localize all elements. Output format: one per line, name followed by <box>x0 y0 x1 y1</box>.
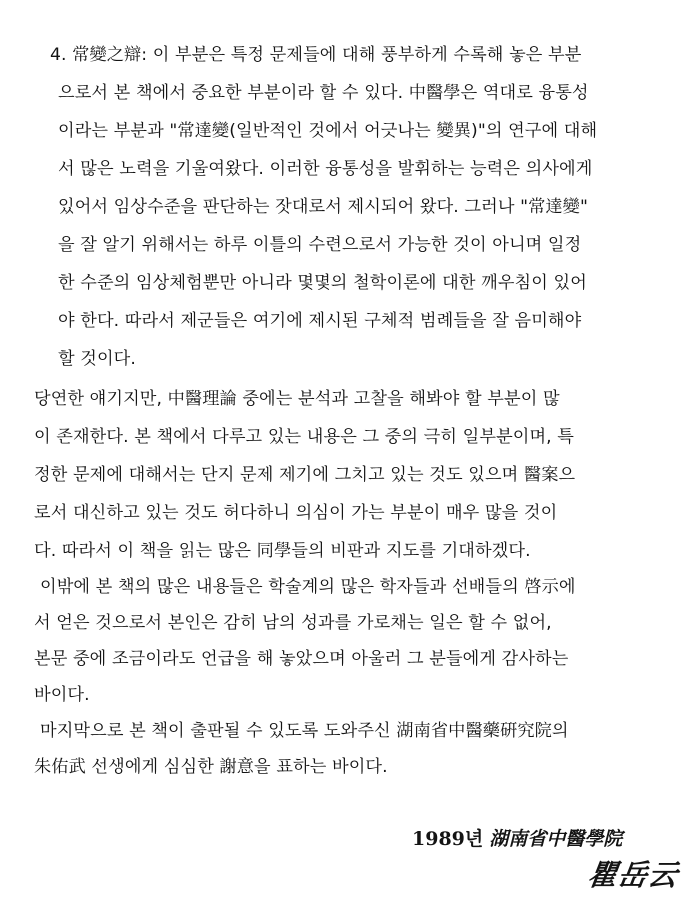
body-line-5: 다. 따라서 이 책을 읽는 많은 同學들의 비판과 지도를 기대하겠다. <box>34 541 531 561</box>
body-line-9: 바이다. <box>34 685 90 705</box>
closing-institution: 湖南省中醫學院 <box>489 828 623 850</box>
body-line-8: 본문 중에 조금이라도 언급을 해 놓았으며 아울러 그 분들에게 감사하는 <box>34 649 569 669</box>
body-line-3: 정한 문제에 대해서는 단지 문제 제기에 그치고 있는 것도 있으며 醫案으 <box>34 465 576 485</box>
body-line-4: 로서 대신하고 있는 것도 허다하니 의심이 가는 부분이 매우 많을 것이 <box>34 503 558 523</box>
body-line-6: 이밖에 본 책의 많은 내용들은 학술계의 많은 학자들과 선배들의 啓示에 <box>40 577 576 597</box>
section4-line-6: 을 잘 알기 위해서는 하루 이틀의 수련으로서 가능한 것이 아니며 일정 <box>58 235 582 255</box>
body-line-1: 당연한 얘기지만, 中醫理論 중에는 분석과 고찰을 해봐야 할 부분이 많 <box>34 389 560 409</box>
body-line-11: 朱佑武 선생에게 심심한 謝意을 표하는 바이다. <box>34 757 388 777</box>
section4-line-1: 4. 常變之辯: 이 부분은 특정 문제들에 대해 풍부하게 수록해 놓은 부분 <box>50 45 582 65</box>
date-institution-line <box>412 826 622 852</box>
section4-line-4: 서 많은 노력을 기울여왔다. 이러한 융통성을 발휘하는 능력은 의사에게 <box>58 159 593 179</box>
section4-line-5: 있어서 임상수준을 판단하는 잣대로서 제시되어 왔다. 그러나 "常達變" <box>58 197 588 217</box>
author-signature: 瞿岳云 <box>585 858 681 892</box>
section4-line-8: 야 한다. 따라서 제군들은 여기에 제시된 구체적 범례들을 잘 음미해야 <box>58 311 582 331</box>
body-line-7: 서 얻은 것으로서 본인은 감히 남의 성과를 가로채는 일은 할 수 없어, <box>34 613 552 633</box>
body-line-10: 마지막으로 본 책이 출판될 수 있도록 도와주신 湖南省中醫藥硏究院의 <box>40 721 569 741</box>
body-line-2: 이 존재한다. 본 책에서 다루고 있는 내용은 그 중의 극히 일부분이며, 특 <box>34 427 575 447</box>
closing-year: 1989년 <box>412 828 484 850</box>
section4-line-3: 이라는 부분과 "常達變(일반적인 것에서 어긋나는 變異)"의 연구에 대해 <box>58 121 598 141</box>
section4-line-2: 으로서 본 책에서 중요한 부분이라 할 수 있다. 中醫學은 역대로 융통성 <box>58 83 589 103</box>
section4-line-9: 할 것이다. <box>58 349 136 369</box>
section4-line-7: 한 수준의 임상체험뿐만 아니라 몇몇의 철학이론에 대한 깨우침이 있어 <box>58 273 587 293</box>
